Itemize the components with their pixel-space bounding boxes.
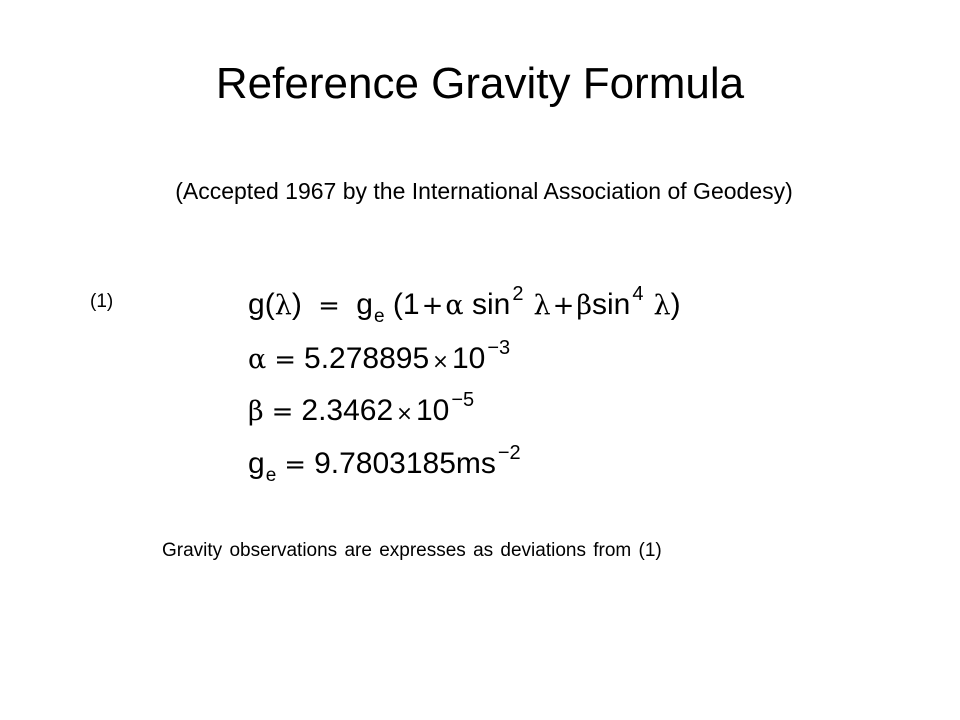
alpha-symbol: α — [445, 290, 464, 321]
ge-constant — [248, 443, 521, 485]
lparen: ( — [392, 288, 403, 321]
equals-sign: = — [271, 397, 294, 427]
g-symbol: g — [248, 447, 265, 480]
e-subscript: e — [265, 465, 277, 486]
plus-sign: + — [552, 291, 575, 321]
ge-exponent: −2 — [497, 442, 521, 464]
power-base: 10 — [415, 394, 450, 427]
equals-sign: = — [318, 291, 340, 321]
alpha-mantissa: 5.278895 — [304, 342, 430, 375]
alpha-exponent: −3 — [487, 337, 511, 359]
sin-function: sin — [471, 288, 511, 321]
times-sign: × — [432, 349, 449, 373]
footnote: Gravity observations are expresses as deviations from (1) — [162, 540, 662, 561]
beta-symbol: β — [248, 396, 264, 427]
exponent-4: 4 — [632, 283, 644, 305]
equals-sign: = — [284, 450, 307, 480]
alpha-constant — [248, 338, 510, 374]
rparen: ) — [291, 288, 302, 321]
exponent-2: 2 — [512, 283, 524, 305]
beta-mantissa: 2.3462 — [301, 394, 394, 427]
beta-exponent: −5 — [451, 389, 475, 411]
ge-value: 9.7803185ms — [314, 447, 496, 480]
g-symbol: g — [248, 288, 265, 321]
lambda-symbol: λ — [533, 290, 551, 321]
slide-title: Reference Gravity Formula — [215, 59, 745, 108]
equals-sign: = — [274, 345, 297, 375]
plus-sign: + — [421, 291, 444, 321]
subtitle: (Accepted 1967 by the International Association of Geodesy) — [175, 178, 793, 204]
beta-constant — [248, 390, 474, 426]
sin-function: sin — [591, 288, 631, 321]
one: 1 — [402, 288, 420, 321]
power-base: 10 — [451, 342, 486, 375]
lparen: ( — [264, 288, 275, 321]
alpha-symbol: α — [248, 344, 267, 375]
e-subscript: e — [373, 306, 385, 327]
g-symbol: g — [356, 288, 373, 321]
gravity-formula — [248, 284, 681, 326]
beta-symbol: β — [576, 290, 592, 321]
lambda-symbol: λ — [653, 290, 671, 321]
rparen: ) — [670, 288, 681, 321]
times-sign: × — [396, 401, 413, 425]
lambda-symbol: λ — [274, 290, 292, 321]
equation-number: (1) — [90, 291, 114, 312]
